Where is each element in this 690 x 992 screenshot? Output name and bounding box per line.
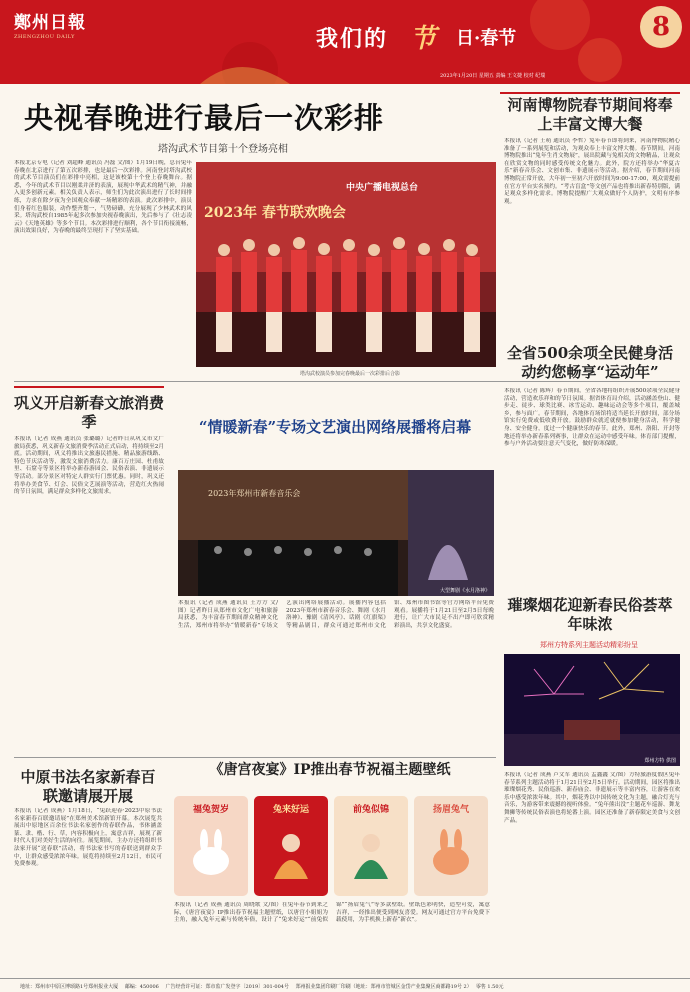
lead-photo-caption: 塔沟武校演员参加完春晚最后一次彩排后合影 — [300, 371, 401, 377]
footer-address: 地址：郑州市中原区博颂路1号郑州报业大厦 — [20, 984, 119, 990]
gongyi-rule — [14, 386, 164, 388]
zhongyuan-body: 本报讯（记者 成燕）1月18日，“兔跃迎春·2023中原书法名家新春百联邀请展”在郑州美术馆新馆开幕。本次展览共展出中原地区百余位书法名家创作的春联作品，书体涵盖篆、隶、楷、行、草，内容积极向上，寓意吉祥，展现了新时代人们对美好生活的向往。展览期间，主办方还将组织书法家开展“送春联”活动，将书法家书写的春联送到群众手中，让群众感受浓浓年味。展览将持续至2月12日，市民可免费参观。 — [14, 808, 162, 868]
lead-subhead: 塔沟武术节目第十个登场亮相 — [158, 144, 288, 155]
museum-body: 本报讯（记者 王萌 通讯员 李哲）兔年春节即将到来，河南博物院精心准备了一系列展览和活动，为观众奉上丰富文博大餐。春节期间，河南博物院推出“兔年生肖文物展”，展出院藏与兔相关的文物精品，让观众在欣赏文物的同时感受传统文化魅力。此外，院方还将举办“华夏古乐”新春音乐会、文创市集、非遗展示等活动。据介绍，春节期间河南博物院正常开放，大年初一至初六开放时间为9:00-17:00，观众需提前在官方平台实名预约。“考古盲盒”等文创产品也将推出新春特别版，满足观众多样化需求。博物院提醒广大观众做好个人防护，文明有序参观。 — [504, 138, 680, 205]
page-number: 8 — [640, 6, 682, 48]
lead-photo-banner: 2023年 春节联欢晚会 — [204, 205, 346, 221]
footer-postcode: 邮编：450006 — [124, 984, 159, 990]
footer — [0, 978, 690, 992]
concert-photo — [178, 470, 494, 596]
poster-title: 扬眉兔气 — [432, 805, 469, 815]
concert-body: 本报讯（记者 成燕 通讯员 王方方 文/图）记者昨日从郑州市文化广电和旅游局获悉，为丰富春节期间群众精神文化生活，郑州市将举办“情暖新春”专场文艺演出网络展播活动。展播内容包括2023年郑州市新春音乐会、舞剧《水月洛神》、豫剧《清风亭》、话剧《红旗渠》等精品剧目，群众可通过郑州市文化馆、郑州市图书馆等官方网络平台免费观看。展播将于1月21日至2月5日每晚进行，让广大市民足不出户即可欣赏精彩演出，共享文化盛宴。 — [178, 600, 494, 629]
museum-headline: 河南博物院春节期间将奉上丰富文博大餐 — [507, 96, 673, 133]
section-title: 我们的 — [316, 26, 389, 52]
fireworks-photo-caption: 郑州方特 供图 — [644, 758, 676, 764]
fireworks-subhead: 郑州方特系列主题活动精彩纷呈 — [540, 641, 638, 649]
lady-icon — [254, 821, 328, 881]
palace-posters — [174, 796, 490, 896]
fireworks-illustration — [504, 654, 680, 766]
concert-headline: “情暖新春”专场文艺演出网络展播将启幕 — [198, 418, 472, 436]
rabbit-icon — [174, 821, 248, 881]
newspaper-logo: 鄭州日報 — [14, 13, 86, 33]
newspaper-logo-sub: ZHENGZHOU DAILY — [14, 34, 75, 40]
lady-icon — [334, 821, 408, 881]
concert-photo-caption: 大型舞剧《水月洛神》 — [439, 588, 490, 594]
lead-headline: 央视春晚进行最后一次彩排 — [24, 101, 385, 135]
lead-photo — [196, 162, 496, 367]
palace-headline: 《唐宫夜宴》IP推出春节祝福主题壁纸 — [209, 762, 451, 778]
poster-title: 兔来好运 — [272, 805, 309, 815]
poster-4 — [414, 796, 488, 896]
footer-license: 广告经营许可证：郑市监广发登字〔2019〕301-004号 — [165, 984, 289, 990]
concert-photo-text: 2023年郑州市新春音乐会 — [208, 489, 301, 498]
footer-printer: 郑州报业集团印刷厂印刷（地址：郑州市管城区金岱产业集聚区商都路19号 2） — [295, 984, 470, 990]
museum-rule — [500, 92, 680, 94]
fireworks-body: 本报讯（记者 成燕 卢文军 通讯员 孟鑫鑫 文/图）方特旅游度假区兔年春节系列主题活动将于1月21日至2月5日举行。活动期间，园区将推出璀璨烟花秀、民俗巡游、新春庙会、非遗展示等丰富内容，让游客在欢乐中感受浓浓年味。其中，烟花秀以中国传统文化为主题，融合灯光与音乐，为游客带来震撼的视听体验。“兔年熊出没”主题花车巡游、舞龙舞狮等传统民俗表演也将轮番上演。园区还准备了新春限定美食与文创产品。 — [504, 772, 680, 824]
sports-headline: 全省500余项全民健身活动约您畅享“运动年” — [506, 344, 674, 381]
gongyi-body: 本报讯（记者 成燕 通讯员 张璐璐）记者昨日从巩义市文广旅局获悉，巩义新春文旅消费季活动正式启动，将持续至2月底。活动期间，巩义将推出文旅惠民措施、精品旅游线路、特色节庆活动等，激发文旅消费活力。康百万庄园、杜甫故里、石窟寺等景区将举办新春游园会、民俗表演、非遗展示等活动。部分景区对特定人群实行门票优惠。同时，巩义还将举办美食节、灯会、民俗文艺展演等活动，营造红火热闹的节日氛围，满足群众多样化文旅需求。 — [14, 436, 164, 496]
divider — [14, 757, 496, 758]
section-title-tail: 日·春节 — [456, 28, 517, 49]
poster-1 — [174, 796, 248, 896]
poster-3 — [334, 796, 408, 896]
fireworks-headline: 璀璨烟花迎新春民俗荟萃年味浓 — [507, 596, 673, 633]
lead-body: 本报北京专电（记者 刘超峰 通讯员 冯磊 文/图）1月19日晚，总台兔年春晚在北京进行了第五次彩排，也是最后一次彩排。河南登封塔沟武校的武术节目演员们在彩排中亮相，这是该校第十个登上春晚舞台。据悉，今年的武术节目以刚柔并济的表演，展现中华武术的精气神，并融入更多创新元素。相关负责人表示，师生们为此次演出进行了长时间排练，力求在除夕夜为全国观众奉献一场精彩的表演。此次彩排中，演员们身着红色服装，动作整齐划一，气势磅礴，充分展现了少林武术的风采。塔沟武校自1985年起多次参加央视春晚演出，先后参与了《壮志凌云》《天地英雄》等多个节目。本次彩排进行顺利，各个节目衔接流畅，演出效果良好，为春晚的最终呈现打下了坚实基础。 — [14, 160, 192, 235]
sports-body: 本报讯（记者 陈辉）春节期间，全省各地将组织开展500余项全民健身活动，营造欢乐祥和的节日氛围。据省体育局介绍，活动涵盖登山、健步走、徒步、球类比赛、冰雪运动、趣味运动会等多个项目，覆盖城乡，参与面广。春节期间，各地体育场馆将适当延长开放时间，部分场馆实行免费或低收费开放。鼓励群众就近就便参加健身活动，科学健身、安全健身，度过一个健康快乐的春节。此外，郑州、洛阳、开封等地还将举办新春系列赛事，让群众在运动中感受年味。体育部门提醒，参与户外活动要注意天气变化，做好防寒保暖。 — [504, 388, 680, 448]
zhongyuan-headline: 中原书法名家新春百联邀请展开展 — [20, 768, 156, 805]
rabbit-icon — [414, 821, 488, 881]
palace-body: 本报讯（记者 成燕 通讯员 周晓歌 文/图）在兔年春节到来之际，《唐宫夜宴》IP推出春节祝福主题壁纸，以唐宫小姐姐为主角，融入兔年元素与传统年俗，设计了“兔来好运”“前兔似锦”“扬眉兔气”等多款壁纸。壁纸色彩明快，造型可爱，寓意吉祥，一经推出便受到网友喜爱。网友可通过官方平台免费下载使用，为手机换上新春“新衣”。 — [174, 902, 490, 924]
dateline: 2023年1月20日 星期五 责编 王文捷 校对 纪瑞 — [440, 73, 546, 79]
footer-price: 零售 1.50元 — [475, 984, 504, 990]
lead-photo-banner-side: 中央广播电视总台 — [346, 183, 419, 193]
poster-title: 前兔似锦 — [352, 805, 389, 815]
poster-title: 福兔贺岁 — [192, 805, 229, 815]
gongyi-headline: 巩义开启新春文旅消费季 — [14, 394, 165, 431]
section-title-accent: 节 — [410, 24, 437, 54]
fireworks-photo — [504, 654, 680, 766]
poster-2 — [254, 796, 328, 896]
